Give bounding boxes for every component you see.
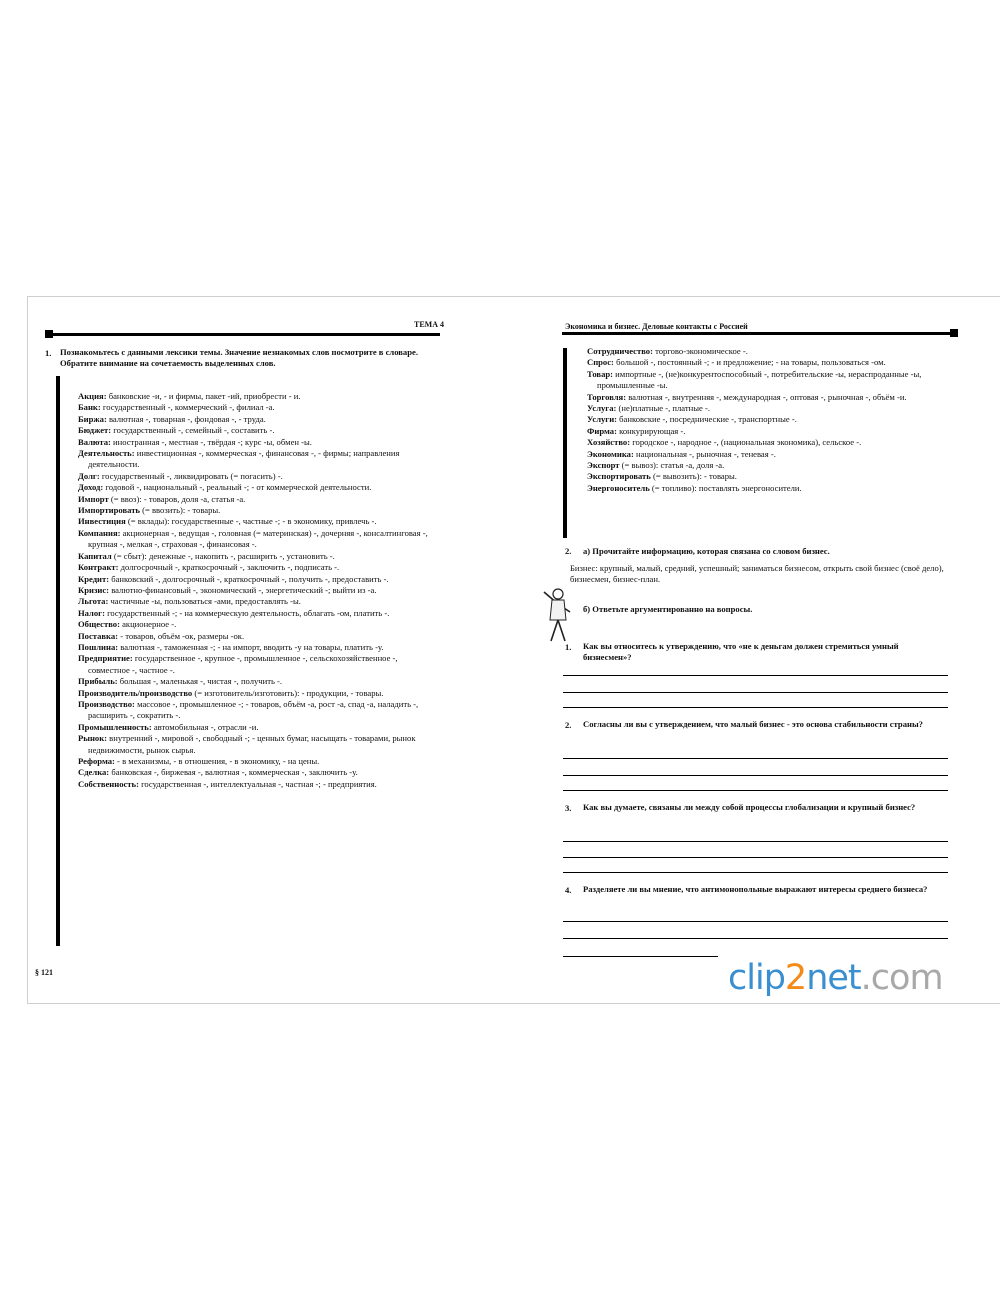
header-marker-right [950, 329, 958, 337]
watermark-clip: clip [728, 958, 785, 998]
vocabulary-term: Долг: [78, 470, 100, 481]
vocabulary-term: Производитель/производство [78, 687, 193, 698]
vocabulary-collocations: валютная -, товарная -, фондовая -, - труда. [106, 413, 266, 424]
watermark-2: 2 [784, 958, 807, 998]
answer-line[interactable] [563, 938, 948, 939]
watermark-net: net [806, 958, 861, 998]
vocabulary-entry [587, 403, 949, 414]
vocabulary-entry [78, 619, 440, 630]
vocabulary-term: Контракт: [78, 562, 119, 573]
vocabulary-collocations: государственная -, интеллектуальная -, частная -; - предприятия. [138, 778, 377, 789]
vocabulary-entry [78, 699, 440, 722]
vocabulary-entry [78, 642, 440, 653]
vocabulary-entry [78, 425, 440, 436]
question-1-text: Как вы относитесь к утверждению, что «не к деньгам должен стремиться умный бизнесмен»? [583, 641, 899, 663]
vocabulary-entry [78, 471, 440, 482]
vocabulary-entry [78, 688, 440, 699]
vocabulary-collocations: долгосрочный -, краткосрочный -, заключить -, подписать -. [118, 562, 340, 573]
vocabulary-entry [78, 505, 440, 516]
vocabulary-term: Сделка: [78, 767, 110, 778]
answer-line[interactable] [563, 921, 948, 922]
task-2b-label: б) Ответьте аргументированно на вопросы. [583, 604, 753, 614]
task-2a-label: а) Прочитайте информацию, которая связана со словом бизнес. [583, 546, 830, 556]
vocabulary-term: Налог: [78, 607, 105, 618]
vocabulary-collocations: годовой -, национальный -, реальный -; - от коммерческой деятельности. [103, 482, 372, 493]
vocabulary-entry [78, 516, 440, 527]
vocabulary-entry [587, 483, 949, 494]
vocabulary-term: Сотрудничество: [587, 346, 653, 356]
task-2-number: 2. [565, 546, 572, 556]
vocabulary-term: Биржа: [78, 413, 107, 424]
answer-line[interactable] [563, 841, 948, 842]
vocabulary-term: Прибыль: [78, 676, 118, 687]
vocabulary-entry [78, 494, 440, 505]
vocabulary-term: Поставка: [78, 630, 119, 641]
vocabulary-collocations: импортные -, (не)конкурентоспособный -, потребительские -ы, нераспроданные -ы, промышленные -ы. [597, 368, 922, 391]
answer-line[interactable] [563, 956, 718, 957]
vocabulary-term: Общество: [78, 619, 120, 630]
vocabulary-term: Импорт [78, 493, 109, 504]
right-vocabulary-bar [563, 348, 567, 538]
left-page-header: ТЕМА 4 [414, 320, 444, 329]
left-vocabulary-bar [56, 376, 60, 946]
vocabulary-collocations: - в механизмы, - в отношения, - в экономику, - на цены. [114, 756, 320, 766]
vocabulary-collocations: торгово-экономическое -. [652, 346, 748, 356]
right-page-header: Экономика и бизнес. Деловые контакты с Россией [565, 322, 748, 331]
vocabulary-collocations: государственный -, ликвидировать (= погасить) -. [99, 470, 283, 481]
vocabulary-term: Кризис: [78, 584, 110, 595]
task-1-instruction: Познакомьтесь с данными лексики темы. Значение незнакомых слов посмотрите в словаре. Обратите внимание на сочетаемость выделенных слов. [60, 347, 418, 369]
vocabulary-term: Рынок: [78, 733, 108, 744]
vocabulary-collocations: - товаров, объём -ок, размеры -ок. [118, 630, 245, 641]
vocabulary-term: Услуга: [587, 403, 617, 414]
vocabulary-entry [78, 653, 440, 676]
watermark-com: .com [860, 958, 943, 998]
business-definition: Бизнес: крупный, малый, средний, успешный; заниматься бизнесом, открыть свой бизнес (своё дело), бизнесмен, бизнес-план. [570, 563, 944, 585]
vocabulary-collocations: валютно-финансовый -, экономический -, энергетический -; выйти из -а. [109, 584, 377, 595]
vocabulary-collocations: инвестиционная -, коммерческая -, финансовая -, - фирмы; направления деятельности. [88, 448, 400, 470]
vocabulary-collocations: (= ввозить): - товары. [139, 505, 221, 516]
vocabulary-collocations: массовое -, промышленное -; - товаров, объём -а, рост -а, спад -а, наладить -, расширить -, сократить -. [88, 698, 419, 721]
vocabulary-collocations: (= вывоз): статья -а, доля -а. [619, 460, 725, 471]
vocabulary-term: Предприятие: [78, 653, 133, 664]
vocabulary-term: Экспортировать [587, 471, 651, 482]
speaker-figure-icon [538, 586, 574, 644]
header-rule-left [49, 333, 440, 336]
vocabulary-term: Хозяйство: [587, 437, 631, 448]
vocabulary-collocations: внутренний -, мировой -, свободный -; - ценных бумаг, насыщать - товарами, рынок недвижимости, рынок сырья. [88, 733, 416, 755]
question-1-number: 1. [565, 642, 572, 652]
vocabulary-entry [78, 482, 440, 493]
vocabulary-collocations: банковский -, долгосрочный -, краткосрочный -, получить -, предоставить -. [109, 573, 389, 584]
vocabulary-collocations: (= вывозить): - товары. [650, 471, 737, 482]
answer-line[interactable] [563, 872, 948, 873]
vocabulary-term: Фирма: [587, 425, 617, 436]
vocabulary-term: Реформа: [78, 756, 115, 766]
vocabulary-entry [78, 437, 440, 448]
left-vocabulary-list [78, 391, 440, 790]
vocabulary-term: Инвестиция [78, 516, 126, 527]
vocabulary-entry [587, 357, 949, 368]
answer-line[interactable] [563, 675, 948, 676]
answer-line[interactable] [563, 775, 948, 776]
vocabulary-collocations: валютная -, таможенная -; - на импорт, вводить -у на товары, платить -у. [118, 641, 384, 652]
vocabulary-entry [78, 608, 440, 619]
vocabulary-collocations: (= ввоз): - товаров, доля -а, статья -а. [108, 493, 246, 504]
vocabulary-term: Доход: [78, 482, 104, 493]
vocabulary-entry [78, 596, 440, 607]
vocabulary-collocations: конкурирующая -. [616, 425, 686, 436]
vocabulary-entry [587, 437, 949, 448]
vocabulary-collocations: государственное -, крупное -, промышленное -, сельскохозяйственное -, совместное -, частное -. [88, 653, 398, 675]
answer-line[interactable] [563, 758, 948, 759]
page-number: § 121 [35, 968, 53, 977]
vocabulary-collocations: большая -, маленькая -, чистая -, получить -. [117, 676, 283, 687]
vocabulary-entry [587, 449, 949, 460]
vocabulary-term: Торговля: [587, 391, 627, 402]
answer-line[interactable] [563, 790, 948, 791]
vocabulary-term: Компания: [78, 527, 121, 538]
vocabulary-collocations: государственный -, семейный -, составить -. [111, 425, 275, 436]
vocabulary-term: Промышленность: [78, 721, 152, 732]
vocabulary-collocations: (= топливо): поставлять энергоносители. [649, 482, 802, 493]
vocabulary-collocations: акционерное -. [119, 619, 177, 630]
answer-line[interactable] [563, 857, 948, 858]
vocabulary-term: Кредит: [78, 573, 110, 584]
vocabulary-entry [78, 779, 440, 790]
question-2-number: 2. [565, 720, 572, 730]
answer-line[interactable] [563, 692, 948, 693]
vocabulary-entry [78, 414, 440, 425]
answer-line[interactable] [563, 707, 948, 708]
vocabulary-collocations: валютная -, внутренняя -, международная -, оптовая -, рыночная -, объём -и. [626, 391, 907, 402]
vocabulary-term: Спрос: [587, 357, 614, 368]
vocabulary-term: Капитал [78, 550, 112, 561]
vocabulary-entry [587, 414, 949, 425]
vocabulary-term: Бюджет: [78, 425, 112, 436]
vocabulary-term: Производство: [78, 698, 135, 709]
vocabulary-entry [587, 369, 949, 392]
vocabulary-entry [78, 574, 440, 585]
vocabulary-entry [78, 528, 440, 551]
clip2net-watermark [728, 958, 943, 998]
vocabulary-entry [78, 391, 440, 402]
vocabulary-entry [587, 392, 949, 403]
vocabulary-term: Экономика: [587, 448, 634, 459]
vocabulary-collocations: (= вклады): государственные -, частные -; - в экономику, привлечь -. [125, 516, 377, 527]
vocabulary-entry [78, 448, 440, 471]
vocabulary-collocations: большой -, постоянный -; - и предложение; - на товары, пользоваться -ом. [613, 357, 886, 368]
vocabulary-collocations: акционерная -, ведущая -, головная (= материнская) -, дочерняя -, консалтинговая -, крупная -, мелкая -, страховая -, финансовая -. [88, 527, 428, 550]
vocabulary-term: Импортировать [78, 505, 140, 516]
question-4-number: 4. [565, 885, 572, 895]
vocabulary-entry [78, 722, 440, 733]
task-1-number: 1. [45, 348, 52, 358]
vocabulary-entry [587, 346, 949, 357]
vocabulary-entry [78, 562, 440, 573]
vocabulary-term: Льгота: [78, 596, 109, 607]
vocabulary-entry [78, 767, 440, 778]
vocabulary-entry [78, 676, 440, 687]
vocabulary-collocations: (не)платные -, платные -. [616, 403, 710, 414]
vocabulary-collocations: государственный -; - на коммерческую деятельность, облагать -ом, платить -. [104, 607, 390, 618]
question-3-number: 3. [565, 803, 572, 813]
vocabulary-entry [78, 402, 440, 413]
vocabulary-term: Пошлина: [78, 641, 119, 652]
question-2-text: Согласны ли вы с утверждением, что малый бизнес - это основа стабильности страны? [583, 719, 923, 729]
vocabulary-term: Энергоноситель [587, 482, 650, 493]
vocabulary-entry [587, 471, 949, 482]
vocabulary-term: Услуги: [587, 414, 618, 425]
vocabulary-collocations: частичные -ы, пользоваться -ами, предоставлять -ы. [108, 596, 301, 607]
vocabulary-collocations: банковская -, биржевая -, валютная -, коммерческая -, заключить -у. [109, 767, 358, 778]
vocabulary-collocations: иностранная -, местная -, твёрдая -; курс -ы, обмен -ы. [110, 436, 312, 447]
vocabulary-collocations: государственный -, коммерческий -, филиал -а. [100, 402, 275, 413]
right-vocabulary-list [587, 346, 949, 494]
vocabulary-entry [78, 551, 440, 562]
vocabulary-term: Валюта: [78, 436, 111, 447]
vocabulary-collocations: автомобильная -, отрасли -и. [151, 721, 259, 732]
vocabulary-collocations: (= изготовитель/изготовить): - продукции, - товары. [192, 687, 384, 698]
vocabulary-collocations: банковские -, посреднические -, транспортные -. [617, 414, 797, 425]
vocabulary-collocations: банковские -и, - и фирмы, пакет -ий, приобрести - и. [106, 391, 301, 401]
vocabulary-entry [78, 631, 440, 642]
vocabulary-term: Экспорт [587, 460, 620, 471]
question-4-text: Разделяете ли вы мнение, что антимонопольные выражают интересы среднего бизнеса? [583, 884, 928, 894]
vocabulary-term: Собственность: [78, 778, 139, 789]
header-rule-right [562, 332, 954, 335]
question-3-text: Как вы думаете, связаны ли между собой процессы глобализации и крупный бизнес? [583, 802, 916, 812]
vocabulary-entry [78, 756, 440, 767]
vocabulary-entry [587, 460, 949, 471]
vocabulary-entry [78, 585, 440, 596]
vocabulary-collocations: городское -, народное -, (национальная экономика), сельское -. [630, 437, 862, 448]
vocabulary-term: Деятельность: [78, 448, 135, 459]
vocabulary-entry [587, 426, 949, 437]
vocabulary-term: Акция: [78, 391, 107, 401]
vocabulary-collocations: (= сбыт): денежные -, накопить -, расширить -, установить -. [111, 550, 335, 561]
vocabulary-collocations: национальная -, рыночная -, теневая -. [633, 448, 776, 459]
vocabulary-entry [78, 733, 440, 756]
vocabulary-term: Банк: [78, 402, 101, 413]
vocabulary-term: Товар: [587, 368, 614, 379]
